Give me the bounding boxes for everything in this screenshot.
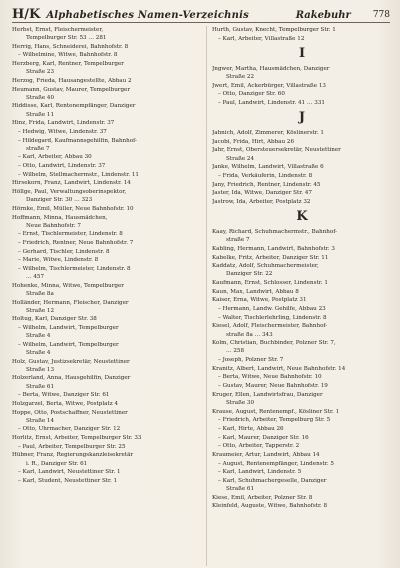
directory-entry bbox=[12, 102, 202, 118]
directory-entry bbox=[212, 425, 392, 433]
entry-line: – Hildegard, Kaufmannsgehilfin, Bahnhof- bbox=[18, 137, 137, 144]
entry-line: – Karl, Arbeiter, Abbau 30 bbox=[18, 154, 92, 161]
section-k-entries bbox=[212, 228, 392, 511]
entry-line: – Marie, Witwe, Lindenstr. 8 bbox=[18, 257, 99, 264]
directory-entry bbox=[212, 82, 392, 90]
entry-continuation: … 258 bbox=[226, 348, 245, 355]
entry-line: Holzgarzel, Berta, Witwe, Postplatz 4 bbox=[12, 400, 119, 407]
header-right bbox=[296, 9, 390, 22]
section-i-entries bbox=[212, 65, 392, 107]
directory-entry bbox=[12, 205, 202, 213]
entry-line: – Karl, Maurer, Danziger Str. 16 bbox=[218, 434, 309, 441]
directory-entry bbox=[212, 460, 392, 468]
directory-entry bbox=[12, 282, 202, 298]
entry-line: – Wilhelm, Stellmachermstr., Lindenstr. 11 bbox=[18, 171, 139, 178]
entry-line: Herzog, Frieda, Hausangestellte, Abbau 2 bbox=[12, 77, 132, 84]
entry-line: – Otto, Arbeiter, Tapperstr. 2 bbox=[218, 443, 300, 450]
directory-entry bbox=[212, 502, 392, 510]
section-j-entries bbox=[212, 129, 392, 206]
directory-entry bbox=[12, 299, 202, 315]
directory-entry bbox=[12, 239, 202, 247]
section-letter-j: J bbox=[298, 110, 306, 126]
entry-line: Kranitz, Albert, Landwirt, Neue Bahnhofstr. 14 bbox=[212, 365, 346, 372]
entry-line: Holz, Gustav, Justizsekretär, Neustettiner bbox=[12, 358, 130, 365]
entry-line: – Hermann, Landw. Gehilfe, Abbau 23 bbox=[218, 306, 326, 313]
directory-entry bbox=[212, 262, 392, 278]
entry-line: Hinz, Frida, Landwirt, Lindenstr. 37 bbox=[12, 120, 115, 127]
entry-continuation: Straße 13 bbox=[26, 366, 55, 373]
entry-line: Kabelke, Fritz, Arbeiter, Danziger Str. 11 bbox=[212, 254, 329, 261]
entry-line: – Karl, Landwirt, Neustettiner Str. 1 bbox=[18, 469, 121, 476]
entry-line: Herbst, Ernst, Fleischermeister, bbox=[12, 27, 104, 33]
directory-entry bbox=[12, 248, 202, 256]
directory-entry bbox=[12, 171, 202, 179]
directory-entry bbox=[12, 358, 202, 374]
entry-continuation: … 457 bbox=[26, 274, 45, 281]
column-divider bbox=[206, 26, 207, 566]
entry-continuation: Straße 12 bbox=[26, 307, 55, 314]
entry-line: – Wilhelmine, Witwe, Bahnhofstr. 8 bbox=[18, 52, 118, 59]
entry-continuation: Neue Bahnhofstr. 7 bbox=[26, 222, 81, 229]
header-title: Alphabetisches Namen-Verzeichnis bbox=[46, 10, 249, 21]
entry-continuation: Tempelburger Str. 53 … 281 bbox=[26, 35, 107, 42]
entry-line: Kaddatz, Adolf, Schuhmachermeister, bbox=[212, 263, 319, 270]
entry-line: Horlitz, Ernst, Arbeiter, Tempelburger Str. 33 bbox=[12, 435, 142, 442]
entry-continuation: straße 7 bbox=[226, 237, 250, 244]
entry-line: – Ernst, Tischlermeister, Lindenstr. 8 bbox=[18, 231, 123, 238]
entry-line: – Karl, Schuhmachergeselle, Danziger bbox=[218, 478, 327, 484]
entry-continuation: straße 7 bbox=[26, 145, 50, 152]
directory-entry bbox=[212, 451, 392, 459]
entry-line: – Gustav, Maurer, Neue Bahnhofstr. 19 bbox=[218, 383, 328, 390]
directory-entry bbox=[12, 477, 202, 485]
entry-line: – Berta, Witwe, Danziger Str. 61 bbox=[18, 392, 110, 399]
directory-entry bbox=[212, 65, 392, 81]
directory-entry bbox=[12, 443, 202, 451]
entry-line: Hurth, Gustav, Knecht, Tempelburger Str. 1 bbox=[212, 27, 336, 33]
directory-entry bbox=[12, 451, 202, 467]
entry-line: – Otto, Uhrmacher, Danziger Str. 12 bbox=[18, 426, 121, 433]
entry-line: Kaiser, Erna, Witwe, Postplatz 31 bbox=[212, 297, 307, 304]
directory-entry bbox=[212, 189, 392, 197]
page-header bbox=[12, 6, 390, 23]
entry-line: Hohenke, Minna, Witwe, Tempelburger bbox=[12, 282, 124, 289]
directory-entry bbox=[12, 179, 202, 187]
header-left bbox=[12, 8, 249, 22]
entry-line: Kruger, Ellen, Landwirtsfrau, Danziger bbox=[212, 391, 323, 398]
entry-line: – Karl, Hirte, Abbau 26 bbox=[218, 425, 284, 432]
directory-entry bbox=[212, 228, 392, 244]
entry-line: Krause, August, Rentenempf., Kösliner Str. 1 bbox=[212, 408, 340, 415]
entry-line: Kiesel, Adolf, Fleischermeister, Bahnhof- bbox=[212, 323, 328, 330]
entry-line: Hübner, Franz, Regierungskanzleisekretär bbox=[12, 452, 134, 459]
right-column-top-entries bbox=[212, 26, 392, 43]
directory-entry bbox=[212, 314, 392, 322]
directory-entry bbox=[12, 256, 202, 264]
entry-line: – Joseph, Polzner Str. 7 bbox=[218, 356, 284, 363]
directory-entry bbox=[12, 374, 202, 390]
header-place: Rakebuhr bbox=[295, 10, 351, 21]
entry-line: Höllge, Paul, Verwaltungsoberinspektor, bbox=[12, 189, 127, 196]
directory-entry bbox=[12, 119, 202, 127]
directory-entry bbox=[12, 26, 202, 42]
directory-entry bbox=[212, 365, 392, 373]
entry-line: – Hedwig, Witwe, Lindenstr. 37 bbox=[18, 128, 107, 135]
directory-entry bbox=[12, 391, 202, 399]
directory-entry bbox=[12, 137, 202, 153]
entry-continuation: Straße 22 bbox=[226, 73, 255, 80]
entry-line: – Otto, Danziger Str. 60 bbox=[218, 91, 285, 98]
entry-continuation: Straße 24 bbox=[226, 155, 255, 162]
right-column bbox=[212, 26, 392, 566]
entry-line: – Gerhard, Tischler, Lindenstr. 8 bbox=[18, 248, 110, 255]
directory-entry bbox=[212, 416, 392, 424]
entry-line: Kolm, Christian, Buchbinder, Polzner Str. 7, bbox=[212, 340, 336, 347]
directory-entry bbox=[212, 494, 392, 502]
entry-continuation: Straße 23 bbox=[26, 69, 55, 76]
entry-line: Kraumeier, Artur, Landwirt, Abbau 14 bbox=[212, 451, 320, 458]
directory-entry bbox=[12, 86, 202, 102]
entry-line: Hirsekorn, Franz, Landwirt, Lindenstr. 14 bbox=[12, 180, 131, 187]
entry-line: Jwert, Emil, Ackerbürger, Villastraße 13 bbox=[212, 82, 326, 89]
directory-entry bbox=[212, 138, 392, 146]
directory-entry bbox=[12, 468, 202, 476]
entry-line: Holzerland, Anna, Hausgehilfin, Danziger bbox=[12, 375, 131, 382]
directory-entry bbox=[212, 163, 392, 171]
directory-entry bbox=[212, 382, 392, 390]
directory-entry bbox=[212, 90, 392, 98]
directory-entry bbox=[12, 214, 202, 230]
entry-line: – Wilhelm, Landwirt, Tempelburger bbox=[18, 325, 119, 332]
directory-entry bbox=[212, 434, 392, 442]
directory-entry bbox=[212, 129, 392, 137]
page-number: 778 bbox=[372, 10, 390, 20]
entry-line: Jahnich, Adolf, Zimmerer, Köslinerstr. 1 bbox=[212, 130, 324, 137]
header-letter-range: H/K bbox=[12, 7, 41, 22]
section-letter-k: K bbox=[296, 209, 308, 225]
entry-line: Jacobi, Frida, Hirt, Abbau 26 bbox=[212, 138, 294, 145]
directory-entry bbox=[212, 322, 392, 338]
entry-line: Holtug, Karl, Danziger Str. 38 bbox=[12, 316, 97, 323]
entry-line: Hoffmann, Minna, Hausmädchen, bbox=[12, 214, 108, 221]
directory-entry bbox=[212, 391, 392, 407]
directory-entry bbox=[212, 288, 392, 296]
directory-entry bbox=[12, 153, 202, 161]
directory-entry bbox=[12, 51, 202, 59]
directory-entry bbox=[12, 341, 202, 357]
directory-entry bbox=[212, 305, 392, 313]
directory-entry bbox=[12, 230, 202, 238]
directory-entry bbox=[212, 172, 392, 180]
entry-line: Kaun, Max, Landwirt, Abbau 8 bbox=[212, 288, 299, 295]
directory-entry bbox=[12, 265, 202, 281]
entry-line: Kaufmann, Ernst, Schlosser, Lindenstr. 1 bbox=[212, 279, 328, 286]
entry-continuation: Straße 30 bbox=[226, 399, 255, 406]
directory-entry bbox=[212, 26, 392, 34]
entry-line: Kabling, Hermann, Landwirt, Bahnhofstr. 3 bbox=[212, 245, 335, 252]
entry-line: Jngwer, Martha, Hausmädchen, Danziger bbox=[212, 65, 330, 72]
entry-line: Janke, Wilhelm, Landwirt, Villastraße 6 bbox=[212, 164, 324, 171]
entry-continuation: straße 8a … 343 bbox=[226, 331, 273, 338]
directory-entry bbox=[212, 198, 392, 206]
entry-continuation: i. R., Danziger Str. 61 bbox=[26, 460, 88, 467]
directory-entry bbox=[12, 128, 202, 136]
directory-entry bbox=[212, 373, 392, 381]
directory-entry bbox=[12, 77, 202, 85]
entry-line: – Karl, Landwirt, Lindenstr. 5 bbox=[218, 469, 302, 476]
directory-entry bbox=[12, 188, 202, 204]
directory-entry bbox=[12, 315, 202, 323]
directory-entry bbox=[12, 425, 202, 433]
directory-entry bbox=[212, 35, 392, 43]
entry-line: Jastrow, Ida, Arbeiter, Postplatz 32 bbox=[212, 198, 311, 205]
directory-entry bbox=[212, 296, 392, 304]
section-letter-i: I bbox=[298, 45, 306, 61]
directory-entry bbox=[12, 43, 202, 51]
entry-line: – Wilhelm, Tischlermeister, Lindenstr. 8 bbox=[18, 266, 131, 273]
entry-line: – Berta, Witwe, Neue Bahnhofstr. 10 bbox=[218, 374, 322, 381]
directory-entry bbox=[212, 468, 392, 476]
entry-line: Jahr, Ernst, Obersteuersekretär, Neustettiner bbox=[212, 147, 341, 154]
directory-entry bbox=[12, 409, 202, 425]
directory-entry bbox=[12, 324, 202, 340]
directory-entry bbox=[12, 162, 202, 170]
entry-line: – Otto, Landwirt, Lindenstr. 37 bbox=[18, 163, 106, 170]
entry-line: Hiddisse, Karl, Rentenempfänger, Danziger bbox=[12, 103, 136, 110]
entry-line: – Wilhelm, Landwirt, Tempelburger bbox=[18, 341, 119, 348]
directory-entry bbox=[212, 146, 392, 162]
directory-entry bbox=[212, 181, 392, 189]
entry-continuation: Straße 61 bbox=[226, 486, 255, 493]
entry-line: Herrig, Hans, Schneiderei, Bahnhofstr. 8 bbox=[12, 43, 129, 50]
entry-line: – Paul, Arbeiter, Tempelburger Str. 25 bbox=[18, 443, 126, 450]
directory-entry bbox=[212, 442, 392, 450]
directory-entry bbox=[212, 339, 392, 355]
entry-line: Hörnke, Emil, Müller, Neue Bahnhofstr. 10 bbox=[12, 205, 134, 212]
entry-line: – Friedrich, Rentner, Neue Bahnhofstr. 7 bbox=[18, 240, 134, 247]
directory-entry bbox=[212, 245, 392, 253]
entry-continuation: Straße 4 bbox=[26, 333, 51, 340]
entry-line: Hoppe, Otto, Postschaffner, Neustettiner bbox=[12, 409, 128, 416]
entry-line: Herzberg, Karl, Rentner, Tempelburger bbox=[12, 61, 124, 68]
directory-entry bbox=[212, 279, 392, 287]
entry-line: Jaster, Ida, Witwe, Danziger Str. 47 bbox=[212, 190, 312, 197]
entry-continuation: Straße 8a bbox=[26, 290, 54, 297]
entry-continuation: Straße 61 bbox=[26, 383, 55, 390]
entry-line: – Walter, Tischlerlehrling, Lindenstr. 8 bbox=[218, 314, 327, 321]
directory-entry bbox=[212, 254, 392, 262]
entry-line: – Frida, Verkäuferin, Lindenstr. 8 bbox=[218, 172, 313, 179]
entry-line: – Friedrich, Arbeiter, Tempelburg Str. 5 bbox=[218, 417, 331, 424]
directory-entry bbox=[12, 400, 202, 408]
entry-continuation: Danziger Str. 22 bbox=[226, 271, 273, 278]
entry-line: – Paul, Landwirt, Lindenstr. 41 … 331 bbox=[218, 99, 325, 106]
entry-continuation: Straße 4 bbox=[26, 350, 51, 356]
directory-entry bbox=[12, 60, 202, 76]
entry-line: – Karl, Student, Neustettiner Str. 1 bbox=[18, 477, 118, 484]
entry-line: Holländer, Hermann, Fleischer, Danziger bbox=[12, 299, 129, 306]
entry-line: – August, Rentenempfänger, Lindenstr. 5 bbox=[218, 460, 334, 467]
entry-line: Heumann, Gustav, Maurer, Tempelburger bbox=[12, 86, 131, 93]
entry-continuation: Danziger Str. 30 … 323 bbox=[26, 197, 93, 204]
entry-continuation: Straße 11 bbox=[26, 111, 55, 118]
entry-continuation: Straße 14 bbox=[26, 417, 55, 424]
entry-line: – Karl, Arbeiter, Villastraße 12 bbox=[218, 35, 305, 42]
entry-line: Kleinfeld, Auguste, Witwe, Bahnhofstr. 8 bbox=[212, 503, 328, 510]
left-column bbox=[12, 26, 202, 566]
entry-line: Kaay, Richard, Schuhmachermstr., Bahnhof- bbox=[212, 229, 338, 236]
entry-line: Kiese, Emil, Arbeiter, Polzner Str. 8 bbox=[212, 494, 313, 501]
directory-entry bbox=[212, 408, 392, 416]
directory-entry bbox=[212, 99, 392, 107]
directory-entry bbox=[12, 434, 202, 442]
directory-entry bbox=[212, 356, 392, 364]
entry-continuation: Straße 40 bbox=[26, 94, 55, 101]
directory-entry bbox=[212, 477, 392, 493]
entry-line: Jany, Friedrich, Rentner, Lindenstr. 45 bbox=[212, 181, 321, 188]
